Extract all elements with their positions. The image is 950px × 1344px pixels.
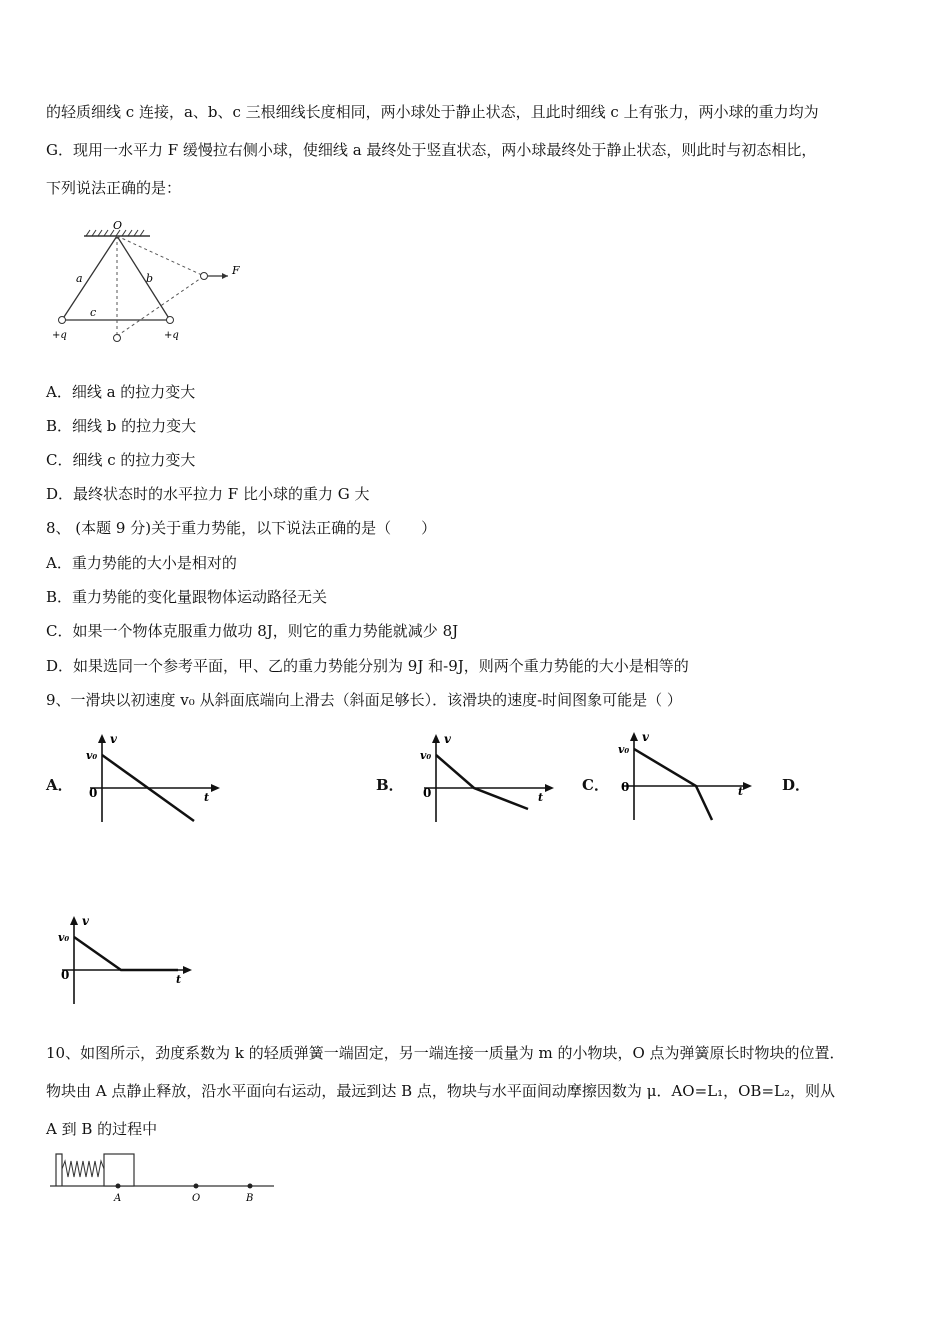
q9-graph-d <box>54 912 204 1012</box>
ball-final-right <box>201 273 208 280</box>
wall <box>56 1154 62 1186</box>
q7-option-a: A．细线 a 的拉力变大 <box>46 383 196 401</box>
spring <box>62 1161 104 1177</box>
label-A: A <box>114 1193 122 1204</box>
v0-label: v₀ <box>618 743 630 756</box>
label-q-right: +q <box>164 330 179 341</box>
q9-option-c-label: C． <box>582 776 609 794</box>
q9-option-b-label: B． <box>376 776 404 794</box>
axis-v-label: v <box>642 730 649 744</box>
origin-label: 0 <box>61 968 70 982</box>
q10-line-1: 10、如图所示，劲度系数为 k 的轻质弹簧一端固定，另一端连接一质量为 m 的小物块，O 点为弹簧原长时物块的位置． <box>46 1044 845 1062</box>
q9-graph-b <box>416 730 566 830</box>
q7-option-d: D．最终状态时的水平拉力 F 比小球的重力 G 大 <box>46 485 370 503</box>
origin-label: 0 <box>89 786 98 800</box>
q10-figure <box>46 1148 281 1208</box>
axis-t-label: t <box>738 785 744 798</box>
v-t-line <box>634 749 712 820</box>
q9-graph-c <box>614 728 764 828</box>
q7-intro-line-2: G．现用一水平力 F 缓慢拉右侧小球，使细线 a 最终处于竖直状态，两小球最终处于静止状态，则此时与初态相比， <box>46 141 817 159</box>
q8-option-c: C．如果一个物体克服重力做功 8J，则它的重力势能就减少 8J <box>46 622 459 640</box>
v-t-line <box>74 937 178 970</box>
block <box>104 1154 134 1186</box>
label-B: B <box>246 1193 254 1204</box>
label-a: a <box>76 272 83 285</box>
q9-stem: 9、一滑块以初速度 v₀ 从斜面底端向上滑去（斜面足够长）．该滑块的速度-时间图象可能是（ ） <box>46 691 682 709</box>
q8-option-a: A．重力势能的大小是相对的 <box>46 554 237 572</box>
point-O <box>194 1184 199 1189</box>
v0-label: v₀ <box>420 749 432 762</box>
q8-stem: 8、 (本题 9 分)关于重力势能，以下说法正确的是（ ） <box>46 519 437 537</box>
label-O: O <box>113 219 123 232</box>
ball-right <box>167 317 174 324</box>
q10-line-2: 物块由 A 点静止释放，沿水平面向右运动，最远到达 B 点，物块与水平面间动摩擦因数为 μ．AO=L₁，OB=L₂，则从 <box>46 1082 835 1100</box>
axis-t-label: t <box>204 791 210 804</box>
label-b: b <box>146 272 154 285</box>
q7-option-c: C．细线 c 的拉力变大 <box>46 451 196 469</box>
v0-label: v₀ <box>86 749 98 762</box>
q9-option-d-label: D． <box>782 776 811 794</box>
q7-figure <box>50 218 260 346</box>
axis-t-label: t <box>176 973 182 986</box>
axis-v-label: v <box>110 732 117 746</box>
q7-intro-line-3: 下列说法正确的是： <box>46 179 182 197</box>
label-q-left: +q <box>52 330 67 341</box>
label-F: F <box>232 264 240 277</box>
label-O: O <box>192 1193 201 1204</box>
label-c: c <box>90 306 97 319</box>
q9-option-a-label: A． <box>46 776 73 794</box>
point-A <box>116 1184 121 1189</box>
point-B <box>248 1184 253 1189</box>
axis-t-label: t <box>538 791 544 804</box>
axis-v-label: v <box>444 732 451 746</box>
q8-option-d: D．如果选同一个参考平面，甲、乙的重力势能分别为 9J 和-9J，则两个重力势能的大小是相等的 <box>46 657 689 675</box>
ball-final-left <box>114 335 121 342</box>
q7-option-b: B．细线 b 的拉力变大 <box>46 417 197 435</box>
string-b <box>117 236 170 320</box>
ball-left <box>59 317 66 324</box>
q10-line-3: A 到 B 的过程中 <box>46 1120 158 1138</box>
q8-option-b: B．重力势能的变化量跟物体运动路径无关 <box>46 588 328 606</box>
q9-graph-a <box>82 730 232 830</box>
axis-v-label: v <box>82 914 89 928</box>
v-t-line <box>436 755 528 809</box>
origin-label: 0 <box>423 786 432 800</box>
origin-label: 0 <box>621 780 630 794</box>
q7-intro-line-1: 的轻质细线 c 连接，a、b、c 三根细线长度相同，两小球处于静止状态，且此时细线 c 上有张力，两小球的重力均为 <box>46 103 819 121</box>
v0-label: v₀ <box>58 931 70 944</box>
